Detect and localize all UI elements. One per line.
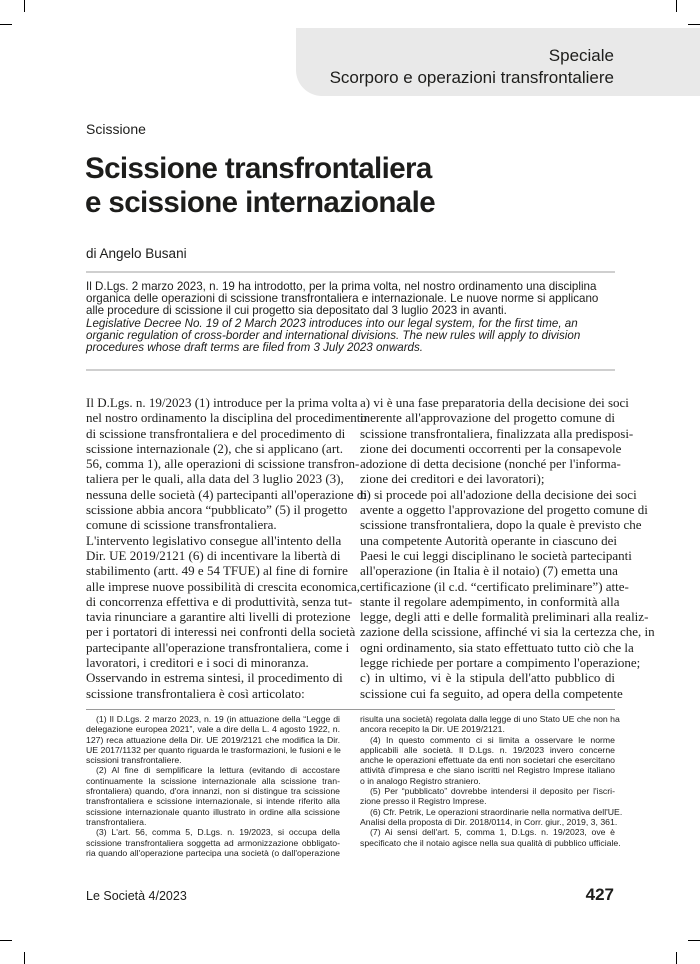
- body-column-right: [360, 395, 655, 701]
- article-author: di Angelo Busani: [86, 246, 187, 261]
- footnotes-left: [86, 714, 340, 858]
- footnote-line: UE 2017/1132 per quanto riguarda le trasformazioni, le fusioni e le: [86, 744, 341, 755]
- abstract-line-it: alle procedure di scissione il cui progetto sia depositato dal 3 luglio 2023 in avanti.: [86, 304, 507, 318]
- body-column-left: [86, 395, 367, 701]
- body-line: zazione della scissione, affinché vi sia la certezza che, in: [360, 624, 655, 640]
- body-line: scissione transfrontaliera, dopo la quale è previsto che: [360, 517, 642, 533]
- footnote-line: (4) In questo commento ci si limita a osservare le norme: [370, 734, 615, 745]
- body-line: all'operazione (in Italia è il notaio) (7) emetta una: [360, 563, 618, 579]
- footnote-line: applicabili alle società. Il D.Lgs. n. 19/2023 invero concerne: [360, 744, 615, 755]
- footnotes-right: [360, 714, 623, 848]
- footnote-line: zione presso il Registro Imprese.: [360, 796, 487, 807]
- body-line: Il D.Lgs. n. 19/2023 (1) introduce per la prima volta: [86, 395, 358, 410]
- body-line: una competente Autorità operante in ciascuno dei: [360, 532, 618, 548]
- footnote-line: transfrontaliera.: [86, 816, 147, 827]
- footnote-line: transfrontaliera e scissione internazionale, si intende riferito alla: [86, 796, 340, 807]
- abstract-line-en: Legislative Decree No. 19 of 2 March 2023 introduces into our legal system, for the first time, an: [86, 316, 578, 330]
- body-line: scissione internazionale (2), che si applicano (art.: [86, 440, 344, 456]
- body-line: adozione di detta decisione (nonché per l'informa-: [360, 456, 621, 472]
- abstract-line-en: procedures whose draft terms are filed from 3 July 2023 onwards.: [86, 341, 424, 355]
- body-line: b) si procede poi all'adozione della decisione dei soci: [360, 486, 637, 502]
- footnote-line: (5) Per “pubblicato” dovrebbe intendersi il deposito per l'iscri-: [370, 786, 615, 797]
- abstract-rule-bottom: [86, 369, 615, 371]
- body-line: tavia rinunciare a garantire alti livelli di protezione: [86, 609, 351, 625]
- abstract-line-it: Il D.Lgs. 2 marzo 2023, n. 19 ha introdotto, per la prima volta, nel nostro ordinamento una disciplina: [86, 280, 597, 293]
- footnote-line: specificato che il notaio agisce nella sua qualità di pubblico ufficiale.: [360, 837, 621, 848]
- header-section: Speciale: [548, 46, 614, 65]
- title-line: Scissione transfrontaliera: [85, 152, 432, 185]
- body-line: legge richiede per portare a compimento l'operazione;: [360, 655, 641, 671]
- footnote-line: ria quando all'operazione partecipa una società (o dall'operazione: [86, 847, 340, 858]
- crop-mark: [0, 940, 12, 941]
- footnote-line: (6) Cfr. Petrik, Le operazioni straordinarie nella normativa dell'UE.: [370, 806, 623, 817]
- footnote-line: scissioni transfrontaliere.: [86, 755, 182, 766]
- body-line: avente a oggetto l'approvazione del progetto comune di: [360, 502, 648, 518]
- crop-mark: [0, 24, 12, 25]
- body-line: legge, degli atti e delle formalità preliminari alla realiz-: [360, 609, 649, 625]
- body-line: a) vi è una fase preparatoria della decisione dei soci: [360, 395, 629, 410]
- body-line: Dir. UE 2019/2121 (6) di incentivare la libertà di: [86, 547, 341, 563]
- footnote-line: scissione internazionale quanto illustrato in ordine alla scissione: [86, 806, 340, 817]
- body-line: nel nostro ordinamento la disciplina del procedimento: [86, 410, 367, 426]
- body-line: c) in ultimo, vi è la stipula dell'atto pubblico di: [360, 670, 615, 686]
- header-subsection: Scorporo e operazioni transfrontaliere: [329, 68, 614, 87]
- body-line: partecipante all'operazione transfrontaliera, come i: [86, 639, 350, 655]
- body-line: stante il regolare adempimento, in conformità alla: [360, 593, 620, 609]
- body-line: Osservando in estrema sintesi, il procedimento di: [86, 670, 343, 686]
- article-title: [85, 152, 625, 220]
- footnote-line: (7) Ai sensi dell'art. 5, comma 1, D.Lgs. n. 19/2023, ove è: [370, 827, 615, 838]
- abstract-rule-top: [86, 271, 615, 273]
- body-line: 56, comma 1), alle operazioni di scissione transfron-: [86, 456, 360, 472]
- footnote-line: (2) Al fine di semplificare la lettura (evitando di accostare: [96, 765, 340, 776]
- page-number: 427: [585, 885, 614, 904]
- body-line: scissione transfrontaliera, finalizzata alla predisposi-: [360, 425, 634, 441]
- crop-mark: [24, 952, 25, 964]
- footnote-line: continuamente la scissione internazionale alla scissione tran-: [86, 775, 340, 786]
- body-line: di scissione transfrontaliera e del procedimento di: [86, 425, 346, 441]
- body-line: di concorrenza effettiva e di produttività, senza tut-: [86, 593, 353, 609]
- footnote-line: ancora recepito la Dir. UE 2019/2121.: [360, 724, 505, 735]
- body-line: stabilimento (artt. 49 e 54 TFUE) al fine di fornire: [86, 563, 348, 579]
- body-line: scissione transfrontaliera è così articolato:: [86, 685, 305, 701]
- body-line: scissione abbia ancora “pubblicato” (5) il progetto: [86, 502, 348, 518]
- footnote-rule: [86, 709, 615, 710]
- footnote-line: Analisi della proposta di Dir. 2018/0114, in Corr. giur., 2019, 3, 361.: [360, 816, 618, 827]
- footnote-line: delegazione europea 2021”, vale a dire della L. 4 agosto 1922, n.: [86, 724, 340, 735]
- body-line: nessuna delle società (4) partecipanti all'operazione di: [86, 486, 367, 502]
- footnote-line: 127) reca attuazione della Dir. UE 2019/2121 che modifica la Dir.: [86, 734, 340, 745]
- article-kicker: Scissione: [86, 121, 146, 137]
- abstract-line-it: organica delle operazioni di scissione transfrontaliera e internazionale. Le nuove norme si applicano: [86, 292, 599, 306]
- body-line: ogni ordinamento, sia stato effettuato tutto ciò che la: [360, 639, 634, 655]
- footnote-line: attività d'impresa e che siano iscritti nel Registro Imprese italiano: [360, 765, 615, 776]
- body-line: comune di scissione transfrontaliera.: [86, 517, 277, 533]
- body-line: alle imprese nuove possibilità di crescita economica,: [86, 578, 360, 594]
- footer-journal: Le Società 4/2023: [86, 889, 187, 903]
- crop-mark: [688, 940, 700, 941]
- body-line: Paesi le cui leggi disciplinano le società partecipanti: [360, 547, 632, 563]
- body-line: lavoratori, i creditori e i soci di minoranza.: [86, 655, 309, 671]
- title-line: e scissione internazionale: [85, 186, 436, 219]
- body-line: taliera per le quali, alla data del 3 luglio 2023 (3),: [86, 471, 344, 487]
- footnote-line: (1) Il D.Lgs. 2 marzo 2023, n. 19 (in attuazione della “Legge di: [96, 714, 340, 724]
- footnote-line: anche le operazioni effettuate da enti non societari che esercitano: [360, 755, 615, 766]
- footnote-line: scissione transfrontaliera soggetta ad armonizzazione obbligato-: [86, 837, 340, 848]
- body-line: certificazione (il c.d. “certificato preliminare”) atte-: [360, 578, 629, 594]
- crop-mark: [676, 952, 677, 964]
- body-line: L'intervento legislativo consegue all'intento della: [86, 532, 342, 548]
- body-line: per i portatori di interessi nei confronti della società: [86, 624, 356, 640]
- crop-mark: [24, 0, 25, 12]
- body-line: zione dei documenti occorrenti per la consapevole: [360, 440, 622, 456]
- crop-mark: [688, 24, 700, 25]
- body-line: zione dei creditori e dei lavoratori);: [360, 471, 545, 487]
- abstract: [86, 281, 615, 354]
- body-line: scissione cui fa seguito, ad opera della competente: [360, 685, 623, 701]
- footnote-line: o in analogo Registro straniero.: [360, 775, 481, 786]
- footnote-line: sfrontaliera) quando, d'ora innanzi, non si distingue tra scissione: [86, 786, 340, 797]
- abstract-line-en: organic regulation of cross-border and international divisions. The new rules will apply to division: [86, 328, 581, 342]
- footnote-line: risulta una società) regolata dalla legge di uno Stato UE che non ha: [360, 714, 620, 724]
- body-line: inerente all'approvazione del progetto comune di: [360, 410, 615, 426]
- crop-mark: [676, 0, 677, 12]
- footnote-line: (3) L'art. 56, comma 5, D.Lgs. n. 19/2023, si occupa della: [96, 827, 340, 838]
